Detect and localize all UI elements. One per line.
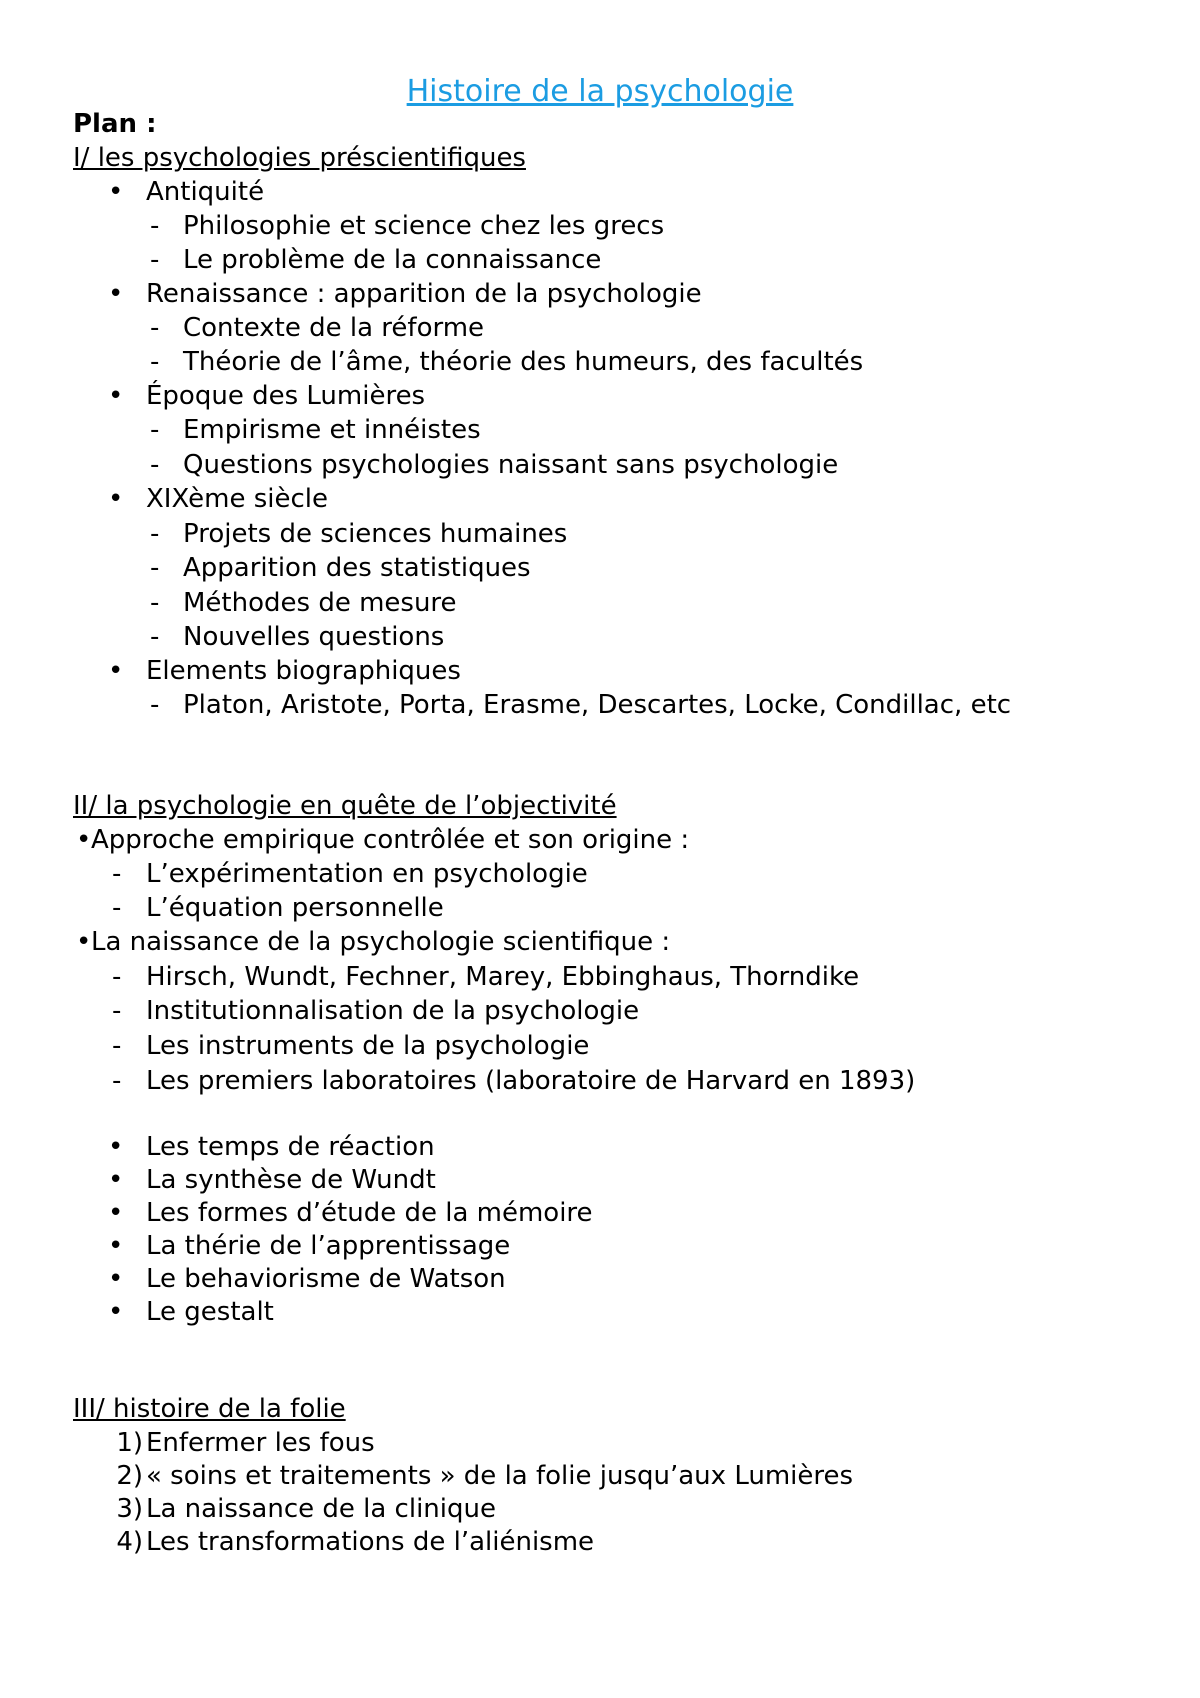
list-item: Apparition des statistiques bbox=[183, 553, 531, 583]
list-item: Le behaviorisme de Watson bbox=[146, 1264, 506, 1294]
bullet-glyph: • bbox=[108, 177, 124, 207]
list-item: Antiquité bbox=[146, 177, 265, 207]
list-item: Philosophie et science chez les grecs bbox=[183, 211, 665, 241]
dash-glyph: - bbox=[112, 962, 122, 992]
dash-glyph: - bbox=[150, 690, 160, 720]
dash-glyph: - bbox=[150, 588, 160, 618]
list-item: L’équation personnelle bbox=[146, 893, 444, 923]
list-item: Institutionnalisation de la psychologie bbox=[146, 996, 640, 1026]
section-1-heading: I/ les psychologies préscientifiques bbox=[73, 143, 526, 173]
list-item: Les formes d’étude de la mémoire bbox=[146, 1198, 593, 1228]
list-item: Les premiers laboratoires (laboratoire de Harvard en 1893) bbox=[146, 1066, 916, 1096]
dash-glyph: - bbox=[150, 211, 160, 241]
list-item: XIXème siècle bbox=[146, 484, 328, 514]
dash-glyph: - bbox=[112, 893, 122, 923]
list-item: Les transformations de l’aliénisme bbox=[146, 1527, 595, 1557]
dash-glyph: - bbox=[150, 553, 160, 583]
list-item: Contexte de la réforme bbox=[183, 313, 485, 343]
list-item: Théorie de l’âme, théorie des humeurs, des facultés bbox=[183, 347, 864, 377]
bullet-glyph: • bbox=[108, 1165, 124, 1195]
list-item: La naissance de la psychologie scientifique : bbox=[91, 927, 671, 957]
list-item: Approche empirique contrôlée et son origine : bbox=[91, 825, 690, 855]
list-item: L’expérimentation en psychologie bbox=[146, 859, 588, 889]
bullet-glyph: • bbox=[108, 1132, 124, 1162]
list-item: Platon, Aristote, Porta, Erasme, Descartes, Locke, Condillac, etc bbox=[183, 690, 1012, 720]
list-item: Nouvelles questions bbox=[183, 622, 445, 652]
list-item: Les temps de réaction bbox=[146, 1132, 435, 1162]
list-item: La synthèse de Wundt bbox=[146, 1165, 436, 1195]
list-item: Méthodes de mesure bbox=[183, 588, 457, 618]
list-item: Projets de sciences humaines bbox=[183, 519, 568, 549]
plan-label: Plan : bbox=[73, 109, 157, 139]
dash-glyph: - bbox=[150, 622, 160, 652]
dash-glyph: - bbox=[150, 415, 160, 445]
list-item: Le problème de la connaissance bbox=[183, 245, 602, 275]
list-item: Renaissance : apparition de la psychologie bbox=[146, 279, 702, 309]
list-item: « soins et traitements » de la folie jusqu’aux Lumières bbox=[146, 1461, 854, 1491]
list-item: La naissance de la clinique bbox=[146, 1494, 496, 1524]
list-item: Les instruments de la psychologie bbox=[146, 1031, 590, 1061]
bullet-glyph: • bbox=[108, 656, 124, 686]
dash-glyph: - bbox=[112, 1066, 122, 1096]
list-item: Hirsch, Wundt, Fechner, Marey, Ebbinghaus, Thorndike bbox=[146, 962, 860, 992]
list-item: La thérie de l’apprentissage bbox=[146, 1231, 511, 1261]
dash-glyph: - bbox=[150, 519, 160, 549]
list-number: 3) bbox=[116, 1494, 143, 1524]
bullet-glyph: • bbox=[76, 927, 92, 957]
bullet-glyph: • bbox=[108, 279, 124, 309]
section-3-heading: III/ histoire de la folie bbox=[73, 1394, 346, 1424]
dash-glyph: - bbox=[112, 859, 122, 889]
bullet-glyph: • bbox=[108, 381, 124, 411]
dash-glyph: - bbox=[112, 996, 122, 1026]
bullet-glyph: • bbox=[76, 825, 92, 855]
dash-glyph: - bbox=[112, 1031, 122, 1061]
list-item: Le gestalt bbox=[146, 1297, 274, 1327]
document-title: Histoire de la psychologie bbox=[406, 74, 794, 109]
list-number: 2) bbox=[116, 1461, 143, 1491]
list-item: Époque des Lumières bbox=[146, 381, 426, 411]
section-2-heading: II/ la psychologie en quête de l’objectivité bbox=[73, 791, 617, 821]
list-item: Enfermer les fous bbox=[146, 1428, 375, 1458]
dash-glyph: - bbox=[150, 450, 160, 480]
bullet-glyph: • bbox=[108, 1297, 124, 1327]
dash-glyph: - bbox=[150, 347, 160, 377]
list-item: Empirisme et innéistes bbox=[183, 415, 481, 445]
bullet-glyph: • bbox=[108, 1231, 124, 1261]
bullet-glyph: • bbox=[108, 1264, 124, 1294]
bullet-glyph: • bbox=[108, 484, 124, 514]
bullet-glyph: • bbox=[108, 1198, 124, 1228]
list-item: Questions psychologies naissant sans psychologie bbox=[183, 450, 839, 480]
list-number: 1) bbox=[116, 1428, 143, 1458]
dash-glyph: - bbox=[150, 245, 160, 275]
list-item: Elements biographiques bbox=[146, 656, 461, 686]
list-number: 4) bbox=[116, 1527, 143, 1557]
dash-glyph: - bbox=[150, 313, 160, 343]
